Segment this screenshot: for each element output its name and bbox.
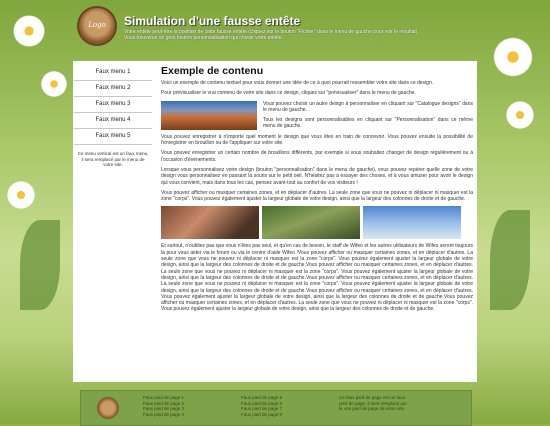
leaf-decoration: [490, 210, 530, 310]
footer-link[interactable]: Faux pied de page 3: [143, 406, 185, 411]
menu-item-4[interactable]: Faux menu 4: [74, 113, 152, 129]
site-slogan: Votre entête peut-être la position de cette fausse entête (cliquez sur le bouton "Fichier" dans le menu de gauche pour voir le résultat). Vous trouverez un gros bouton personnalisation qui choisir votre entête.: [124, 29, 419, 41]
paragraph-preview: Pour prévisualiser le vrai contenu de votre site dans ce design, cliquez sur "prévisualiser" dans le menu de gauche.: [161, 90, 416, 97]
menu-item-3[interactable]: Faux menu 3: [74, 97, 152, 113]
daisy-decoration: [6, 180, 36, 210]
footer-link[interactable]: Faux pied de page 1: [143, 395, 185, 400]
paragraph-save: Vous pouvez enregistrer à n'importe quel moment le design que vous êtes en train de concevoir. Vous pouvez ensuite la possibilité de l'enregistrer en brouillon ou de l'appliquer sur votre site.: [161, 133, 473, 147]
footer-link[interactable]: Faux pied de page 6: [241, 400, 283, 406]
paragraph-personalize: Lorsque vous personnalisez votre design (bouton "personnalisation" dans le menu de gauche), vous pouvez repérer quelle zone de votre design vous personnalisez en passant la souris sur le petit oeil. N'hésitez pas à essayer des choses, et à vous amuser pour avoir le design qui vous convient, mais dans tous les cas, pensez avant-tout au confort de vos visiteurs !: [161, 166, 473, 186]
footer-note: Ce faux pied de page est un faux pied de page, il sera remplacé par le vrai pied de page de votre site.: [339, 395, 408, 411]
daisy-decoration: [40, 70, 68, 98]
footer-column-3: [339, 395, 411, 412]
menu-item-2[interactable]: Faux menu 2: [74, 81, 152, 97]
page-title: Exemple de contenu: [161, 65, 264, 77]
footer-logo: [97, 397, 119, 419]
site-header: [0, 0, 550, 58]
menu-item-5[interactable]: Faux menu 5: [74, 129, 152, 145]
site-logo[interactable]: [77, 6, 117, 46]
paragraph-drafts: Vous pouvez enregistrer un certain nombre de brouillons différents, par exemple si vous souhaitez changer de design régulièrement ou à l'occasion d'événements.: [161, 150, 473, 163]
gallery-image-fabric: [161, 206, 259, 239]
footer-link[interactable]: Faux pied de page 2: [143, 400, 185, 406]
daisy-decoration: [505, 100, 535, 130]
paragraph-customization: Tous les designs sont personnalisables en cliquant sur "Personnalisation" dans ce même menu de gauche.: [263, 117, 473, 130]
image-gallery: [161, 206, 473, 239]
footer-link[interactable]: Faux pied de page 5: [241, 395, 283, 400]
leaf-decoration: [20, 220, 60, 310]
page-container: [73, 61, 477, 382]
footer-link[interactable]: Faux pied de page 7: [241, 406, 283, 411]
footer-link[interactable]: Faux pied de page 4: [143, 411, 185, 417]
footer-column-2: [241, 395, 282, 417]
site-title: Simulation d'une fausse entête: [124, 14, 301, 28]
logo-text: Logo: [88, 21, 106, 29]
footer-column-1: [143, 395, 184, 417]
sidebar-note: Ce menu vertical est un faux menu, il sera remplacé par le menu de votre site.: [77, 151, 149, 167]
gallery-image-sky: [363, 206, 461, 239]
desert-image: [161, 101, 257, 130]
site-footer: [80, 390, 472, 426]
paragraph-intro: Voici un exemple de contenu textuel pour vous donner une idée de ce à quoi pourrait ressembler votre site dans ce design.: [161, 80, 434, 86]
menu-item-1[interactable]: Faux menu 1: [74, 65, 152, 81]
footer-link[interactable]: Faux pied de page 8: [241, 411, 283, 417]
main-content: [161, 65, 473, 382]
gallery-image-nature: [262, 206, 360, 239]
sidebar-menu: [73, 61, 153, 382]
paragraph-zones: Vous pouvez afficher ou masquer certaines zones, et en déplacer d'autres. La seule zone que vous ne pouvez ni déplacer ni masquer est la zone "corps". Vous pouvez également ajuster la largeur globale de votre design, ainsi que la largeur des colonnes de droite et de gauche.: [161, 189, 473, 203]
paragraph-catalog: Vous pouvez choisir un autre design à personnaliser en cliquant sur "Catalogue designs" dans le menu de gauche.: [263, 100, 473, 113]
paragraph-support: Et surtout, n'oubliez pas que vous n'êtes pas seul, et qu'en cas de besoin, le staff de Wifeo et les autres utilisateurs de Wifeo seront toujours là pour vous aider via le forum ou via le centre d'aide Wifeo !Vous pouvez afficher ou masquer certaines zones, et en déplacer d'autres. La seule zone que vous ne pouvez ni déplacer ni masquer est la zone "corps". Vous pouvez également ajuster la largeur globale de votre design, ainsi que la largeur des colonnes de droite et de gauche.Vous pouvez afficher ou masquer certaines zones, et en déplacer d'autres. La seule zone que vous ne pouvez ni déplacer ni masquer est la zone "corps". Vous pouvez également ajuster la largeur globale de votre design, ainsi que la largeur des colonnes de droite et de gauche.Vous pouvez afficher ou masquer certaines zones, et en déplacer d'autres. La seule zone que vous ne pouvez ni déplacer ni masquer est la zone "corps". Vous pouvez également ajuster la largeur globale de votre design, ainsi que la largeur des colonnes de droite et de gauche.Vous pouvez afficher ou masquer certaines zones, et en déplacer d'autres. Vous pouvez également ajuster la largeur globale de votre design, ainsi que la largeur des colonnes de droite et de gauche.Vous pouvez afficher ou masquer certaines zones, et en déplacer d'autres. La seule zone que vous ne pouvez ni déplacer ni masquer est la zone "corps". Vous pouvez également ajuster la largeur globale de votre design, ainsi que la largeur des colonnes de droite et de gauche.: [161, 243, 473, 313]
